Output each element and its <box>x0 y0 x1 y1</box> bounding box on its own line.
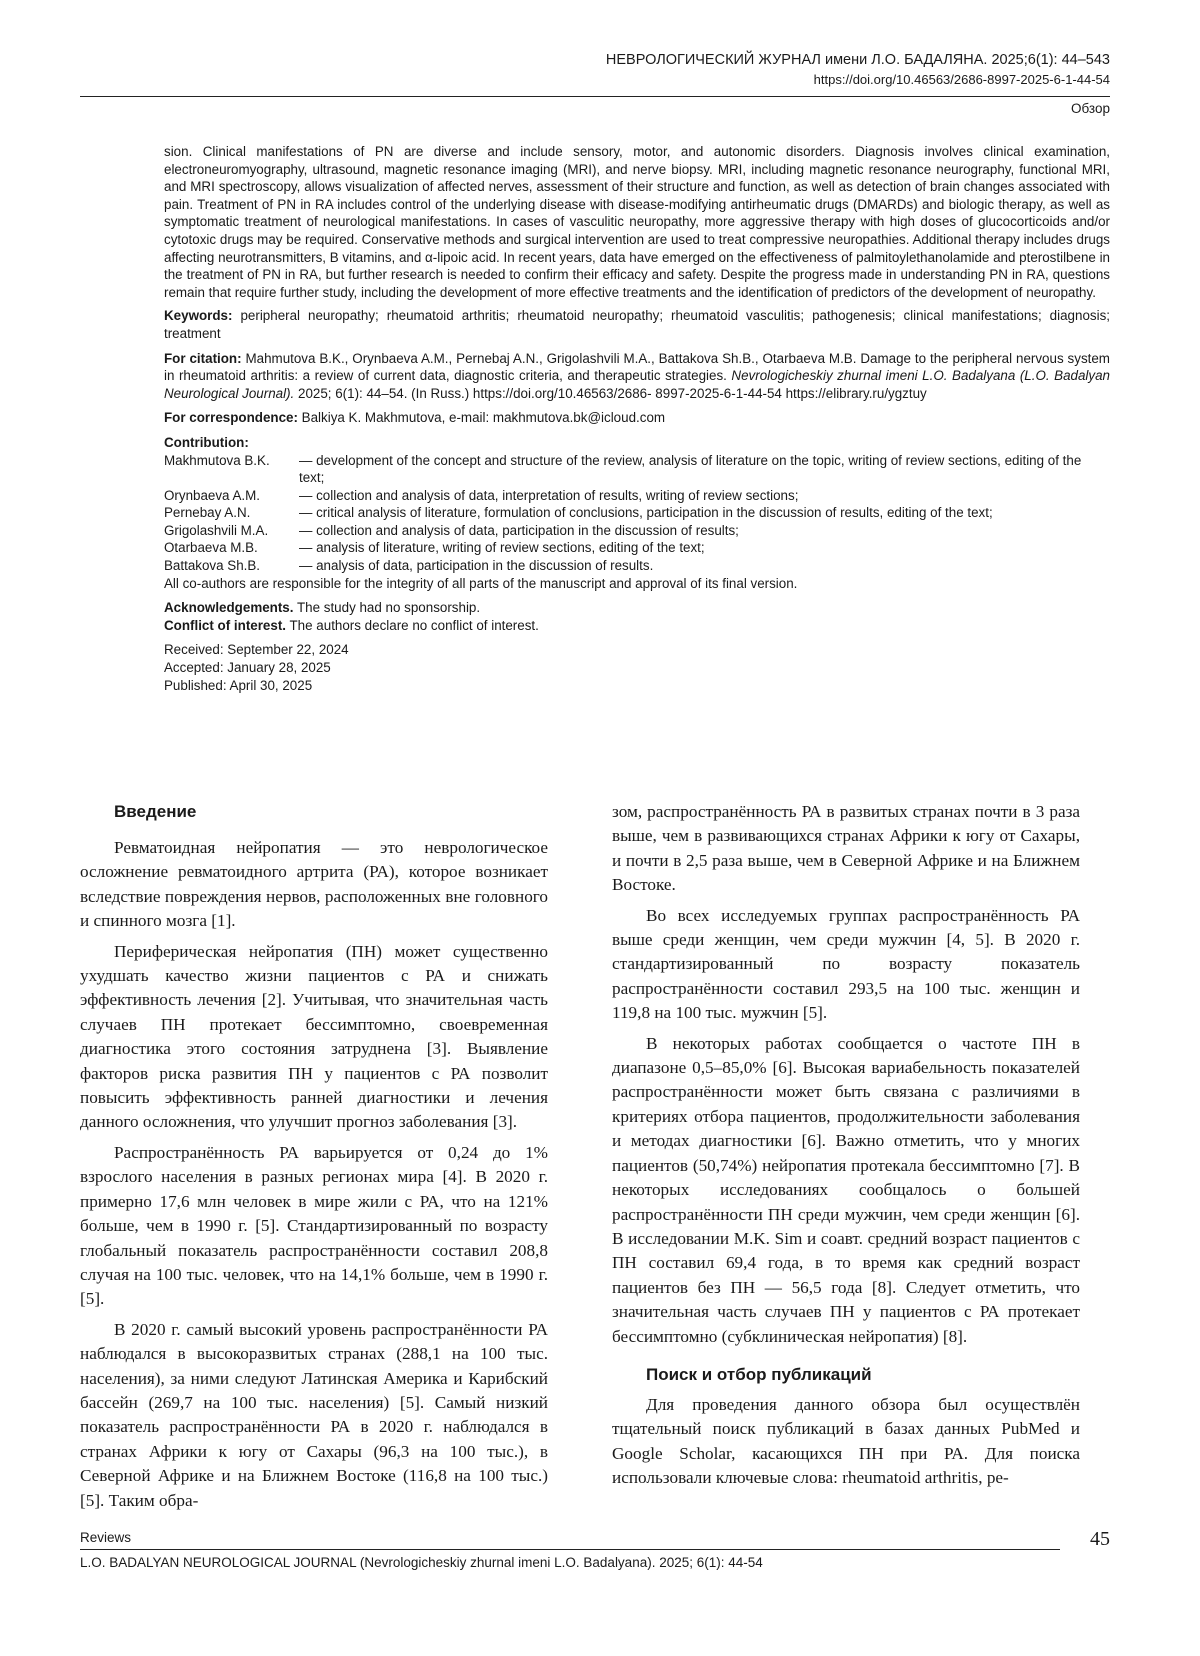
body-column-left <box>80 800 548 1519</box>
page-number: 45 <box>1090 1528 1110 1550</box>
correspondence <box>164 409 1110 427</box>
contributor-name: Makhmutova B.K. <box>164 452 270 468</box>
contributor-name: Battakova Sh.B. <box>164 558 261 574</box>
body-paragraph: Периферическая нейропатия (ПН) может существенно ухудшать качество жизни пациентов с РА и снижать эффективность лечения [2]. Учитывая, что значительная часть случаев ПН протекает бессимптомно, своевременная диагностика этого состояния затруднена [3]. Выявление факторов риска развития ПН у пациентов с РА позволит повысить эффективность ранней диагностики и лечения данного осложнения, что улучшит прогноз заболевания [3]. <box>80 941 548 1132</box>
keywords-value: peripheral neuropathy; rheumatoid arthritis; rheumatoid neuropathy; rheumatoid vasculitis; pathogenesis; clinical manifestations; diagnosis; treatment <box>164 308 1110 341</box>
contributor-name: Otarbaeva M.B. <box>164 540 258 556</box>
body-paragraph: В 2020 г. самый высокий уровень распространённости РА наблюдался в высокоразвитых странах (288,1 на 100 тыс. населения), за ними следуют Латинская Америка и Карибский бассейн (269,7 на 100 тыс. населения) [5]. Самый низкий показатель распространённости РА в 2020 г. наблюдался в странах Африки к югу от Сахары (96,3 на 100 тыс.), в Северной Африке и на Ближнем Востоке (116,8 на 100 тыс.) [5]. Таким обра- <box>80 1319 548 1510</box>
contribution-row <box>164 504 1110 522</box>
citation-label: For citation: <box>164 350 242 366</box>
conflict-of-interest <box>164 617 1110 635</box>
doi-link[interactable]: https://doi.org/10.46563/2686-8997-2025-6-1-44-54 <box>813 72 1110 87</box>
acknowledgements-label: Acknowledgements. <box>164 600 294 616</box>
contributor-name: Orynbaeva A.M. <box>164 487 261 503</box>
accepted-date: Accepted: January 28, 2025 <box>164 660 331 676</box>
abstract-block <box>164 143 1110 694</box>
body-column-right <box>612 800 1080 1497</box>
acknowledgements <box>164 599 1110 617</box>
published-date: Published: April 30, 2025 <box>164 677 313 693</box>
contribution-row <box>164 487 1110 505</box>
body-paragraph: Ревматоидная нейропатия — это неврологическое осложнение ревматоидного артрита (РА), которое возникает вследствие повреждения нервов, расположенных вне головного и спинного мозга [1]. <box>80 838 548 931</box>
section-label: Обзор <box>1071 101 1110 116</box>
section-heading-introduction: Введение <box>114 802 197 821</box>
contribution-row <box>164 452 1110 487</box>
received-date: Received: September 22, 2024 <box>164 642 349 658</box>
citation <box>164 350 1110 403</box>
contribution-row <box>164 557 1110 575</box>
conflict-label: Conflict of interest. <box>164 617 287 633</box>
citation-journal: Nevrologicheskiy zhurnal imeni L.O. Badalyana (L.O. Badalyan Neurological Journal). <box>164 368 1110 401</box>
footer-divider <box>80 1549 1060 1550</box>
contributor-name: Grigolashvili M.A. <box>164 522 269 538</box>
section-heading-search: Поиск и отбор публикаций <box>646 1364 872 1384</box>
citation-authors: Mahmutova B.K., Orynbaeva A.M., Pernebaj A.N., Grigolashvili M.A., Battakova Sh.B., Otarbaeva M.B. Damage to the peripheral nervous system in rheumatoid arthritis: a review of current data, diagnostic criteria, and therapeutic strategies. <box>164 350 1110 384</box>
contribution-row <box>164 522 1110 540</box>
conflict-value: The authors declare no conflict of interest. <box>289 617 539 633</box>
contributor-role: — development of the concept and structure of the review, analysis of literature on the topic, writing of review sections, editing of the text; <box>299 452 1082 486</box>
body-paragraph: Распространённость РА варьируется от 0,24 до 1% взрослого населения в разных регионах мира [4]. В 2020 г. примерно 17,6 млн человек в мире жили с РА, что на 121% больше, чем в 1990 г. [5]. Стандартизированный по возрасту глобальный показатель распространённости составил 208,8 случая на 100 тыс. человек, что на 14,1% больше, чем в 1990 г. [5]. <box>80 1142 548 1309</box>
contributor-role: — analysis of literature, writing of review sections, editing of the text; <box>299 540 705 556</box>
keywords-label: Keywords: <box>164 308 233 324</box>
contribution-note: All co-authors are responsible for the integrity of all parts of the manuscript and approval of its final version. <box>164 575 798 591</box>
abstract-text: sion. Clinical manifestations of PN are diverse and include sensory, motor, and autonomic disorders. Diagnosis involves clinical examination, electroneuromyography, ultrasound, magnetic resonance imaging (MRI), and nerve biopsy. MRI, including magnetic resonance neurography, functional MRI, and MRI spectroscopy, allows visualization of affected nerves, assessment of their structure and function, as well as detection of brain changes associated with pain. Treatment of PN in RA includes control of the underlying disease with disease-modifying antirheumatic drugs (DMARDs) and biologic therapy, as well as symptomatic treatment of neurological manifestations. In cases of vasculitic neuropathy, more aggressive therapy with high doses of glucocorticoids and/or cytotoxic drugs may be required. Conservative methods and surgical intervention are used to treat compressive neuropathies. Additional therapy includes drugs affecting neurotransmitters, B vitamins, and α-lipoic acid. In recent years, data have emerged on the effectiveness of palmitoylethanolamide and pterostilbene in the treatment of PN in RA, but further research is needed to confirm their efficacy and safety. Despite the progress made in understanding PN in RA, questions remain that require further study, including the development of more effective treatments and the identification of predictors of the development of neuropathy. <box>164 144 1110 300</box>
body-paragraph: Во всех исследуемых группах распространённость РА выше среди женщин, чем среди мужчин [4, 5]. В 2020 г. стандартизированный по возрасту показатель распространённости составил 293,5 на 100 тыс. женщин и 119,8 на 100 тыс. мужчин [5]. <box>612 905 1080 1023</box>
footer-section-label: Reviews <box>80 1530 132 1545</box>
footer-journal: L.O. BADALYAN NEUROLOGICAL JOURNAL (Nevrologicheskiy zhurnal imeni L.O. Badalyana). 2025; 6(1): 44-54 <box>80 1555 763 1570</box>
contribution-list <box>164 452 1110 575</box>
correspondence-value: Balkiya K. Makhmutova, e-mail: makhmutova.bk@icloud.com <box>301 410 666 426</box>
contributor-role: — critical analysis of literature, formulation of conclusions, participation in the discussion of results, editing of the text; <box>299 505 993 521</box>
contributor-role: — collection and analysis of data, participation in the discussion of results; <box>299 522 739 538</box>
body-paragraph: В некоторых работах сообщается о частоте ПН в диапазоне 0,5–85,0% [6]. Высокая вариабельность показателей распространённости может быть связана с различиями в критериях отбора пациентов, продолжительности заболевания и методах диагностики [6]. Важно отметить, что у многих пациентов (50,74%) нейропатия протекала бессимптомно [7]. В некоторых исследованиях сообщалось о большей распространённости ПН среди мужчин, чем среди женщин [6]. В исследовании M.K. Sim и соавт. средний возраст пациентов с ПН составил 69,4 года, в то время как средний возраст пациентов без ПН — 56,5 года [8]. Следует отметить, что значительная часть случаев ПН у пациентов с РА протекает бессимптомно (субклиническая нейропатия) [8]. <box>612 1033 1080 1346</box>
running-header-journal: НЕВРОЛОГИЧЕСКИЙ ЖУРНАЛ имени Л.О. БАДАЛЯНА. 2025;6(1): 44–543 <box>605 52 1110 68</box>
contributor-role: — collection and analysis of data, interpretation of results, writing of review sections; <box>299 487 799 503</box>
body-paragraph: Для проведения данного обзора был осуществлён тщательный поиск публикаций в базах данных PubMed и Google Scholar, касающихся ПН при РА. Для поиска использовали ключевые слова: rheumatoid arthritis, ре- <box>612 1394 1080 1488</box>
contributor-name: Pernebay A.N. <box>164 505 251 521</box>
correspondence-label: For correspondence: <box>164 410 298 426</box>
header-divider <box>80 96 1110 97</box>
body-paragraph-continued: зом, распространённость РА в развитых странах почти в 3 раза выше, чем в развивающихся странах Африки к югу от Сахары, и почти в 2,5 раза выше, чем в Северной Африке и на Ближнем Востоке. <box>612 802 1080 895</box>
contribution-row <box>164 539 1110 557</box>
contribution-heading: Contribution: <box>164 434 249 450</box>
citation-details: 2025; 6(1): 44–54. (In Russ.) https://doi.org/10.46563/2686- 8997-2025-6-1-44-54 https://elibrary.ru/ygztuy <box>298 385 927 401</box>
keywords <box>164 307 1110 342</box>
contributor-role: — analysis of data, participation in the discussion of results. <box>299 558 654 574</box>
acknowledgements-value: The study had no sponsorship. <box>296 600 481 616</box>
